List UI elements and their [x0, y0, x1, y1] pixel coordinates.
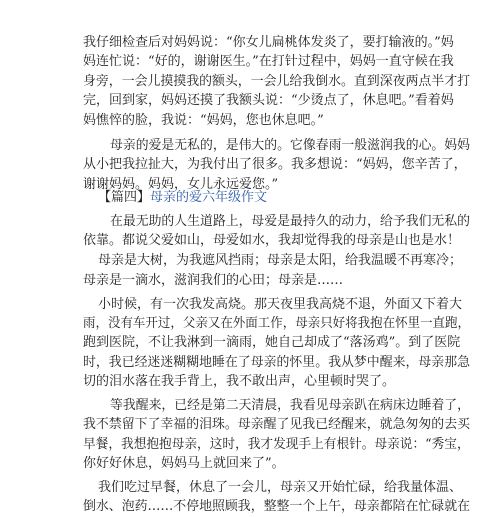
text-line: 跑到医院，不让我淋到一滴雨，她自己却成了“落汤鸡”。到了医院 [83, 335, 461, 351]
heading-bracket: 【篇四】 [98, 190, 151, 205]
heading-title-link[interactable]: 母亲的爱六年级作文 [150, 190, 268, 205]
text-line: 等我醒来，已经是第二天清晨，我看见母亲趴在病床边睡着了， [110, 397, 471, 413]
text-line: 你好好休息，妈妈马上就回来了”。 [83, 455, 285, 471]
text-line: 小时候，有一次我发高烧。那天夜里我高烧不退，外面又下着大 [98, 296, 463, 312]
text-line: 时，我已经迷迷糊糊地睡在了母亲的怀里。我从梦中醒来，母亲那急 [83, 354, 471, 370]
text-line: 我们吃过早餐，休息了一会儿，母亲又开始忙碌，给我量体温、 [98, 479, 463, 495]
text-line: 依靠。都说父爱如山，母爱如水，我却觉得我的母亲是山也是水！ [83, 233, 461, 249]
text-line: 妈连忙说：“好的，谢谢医生。”在打针过程中，妈妈一直守候在我 [83, 54, 454, 70]
text-line: 母亲是一滴水，滋润我们的心田；母亲是…… [83, 272, 344, 288]
text-line: 身旁，一会儿摸摸我的额头，一会儿给我倒水。直到深夜两点半才打 [83, 73, 471, 89]
text-line: 我不禁留下了幸福的泪珠。母亲醒了见我已经醒来，就急匆匆的去买 [83, 417, 471, 433]
text-line: 我仔细检查后对妈妈说：“你女儿扁桃体发炎了，要打输液的。”妈 [83, 35, 454, 50]
text-line: 早餐，我想抱抱母亲，这时，我才发现手上有根针。母亲说：“秀宝， [83, 436, 470, 452]
text-line: 母亲的爱是无私的，是伟大的。它像春雨一般滋润我的心。妈妈 [110, 138, 471, 153]
text-line: 妈憔悴的脸，我说：“妈妈，您也休息吧。” [83, 112, 324, 128]
text-line: 雨，没有车开过，父亲又在外面工作，母亲只好将我抱在怀里一直跑， [83, 315, 471, 331]
section-heading [98, 190, 267, 206]
text-line: 在最无助的人生道路上，母爱是最持久的动力，给予我们无私的 [110, 213, 471, 229]
text-line: 谢谢妈妈。妈妈，女儿永远爱您。” [83, 176, 279, 192]
text-line: 从小把我拉扯大，为我付出了很多。我多想说：“妈妈，您辛苦了， [83, 157, 467, 173]
text-line: 倒水、泡药……不停地照顾我，整整一个上午，母亲都陪在忙碌就在 [83, 499, 471, 514]
text-line: 完，回到家，妈妈还摸了我额头说：“少烫点了，休息吧。”看着妈 [83, 93, 454, 109]
text-line: 母亲是大树，为我遮风挡雨；母亲是太阳，给我温暖不再寒冷； [98, 253, 463, 269]
text-line: 切的泪水落在我手背上，我不敢出声，心里顿时哭了。 [83, 374, 396, 389]
